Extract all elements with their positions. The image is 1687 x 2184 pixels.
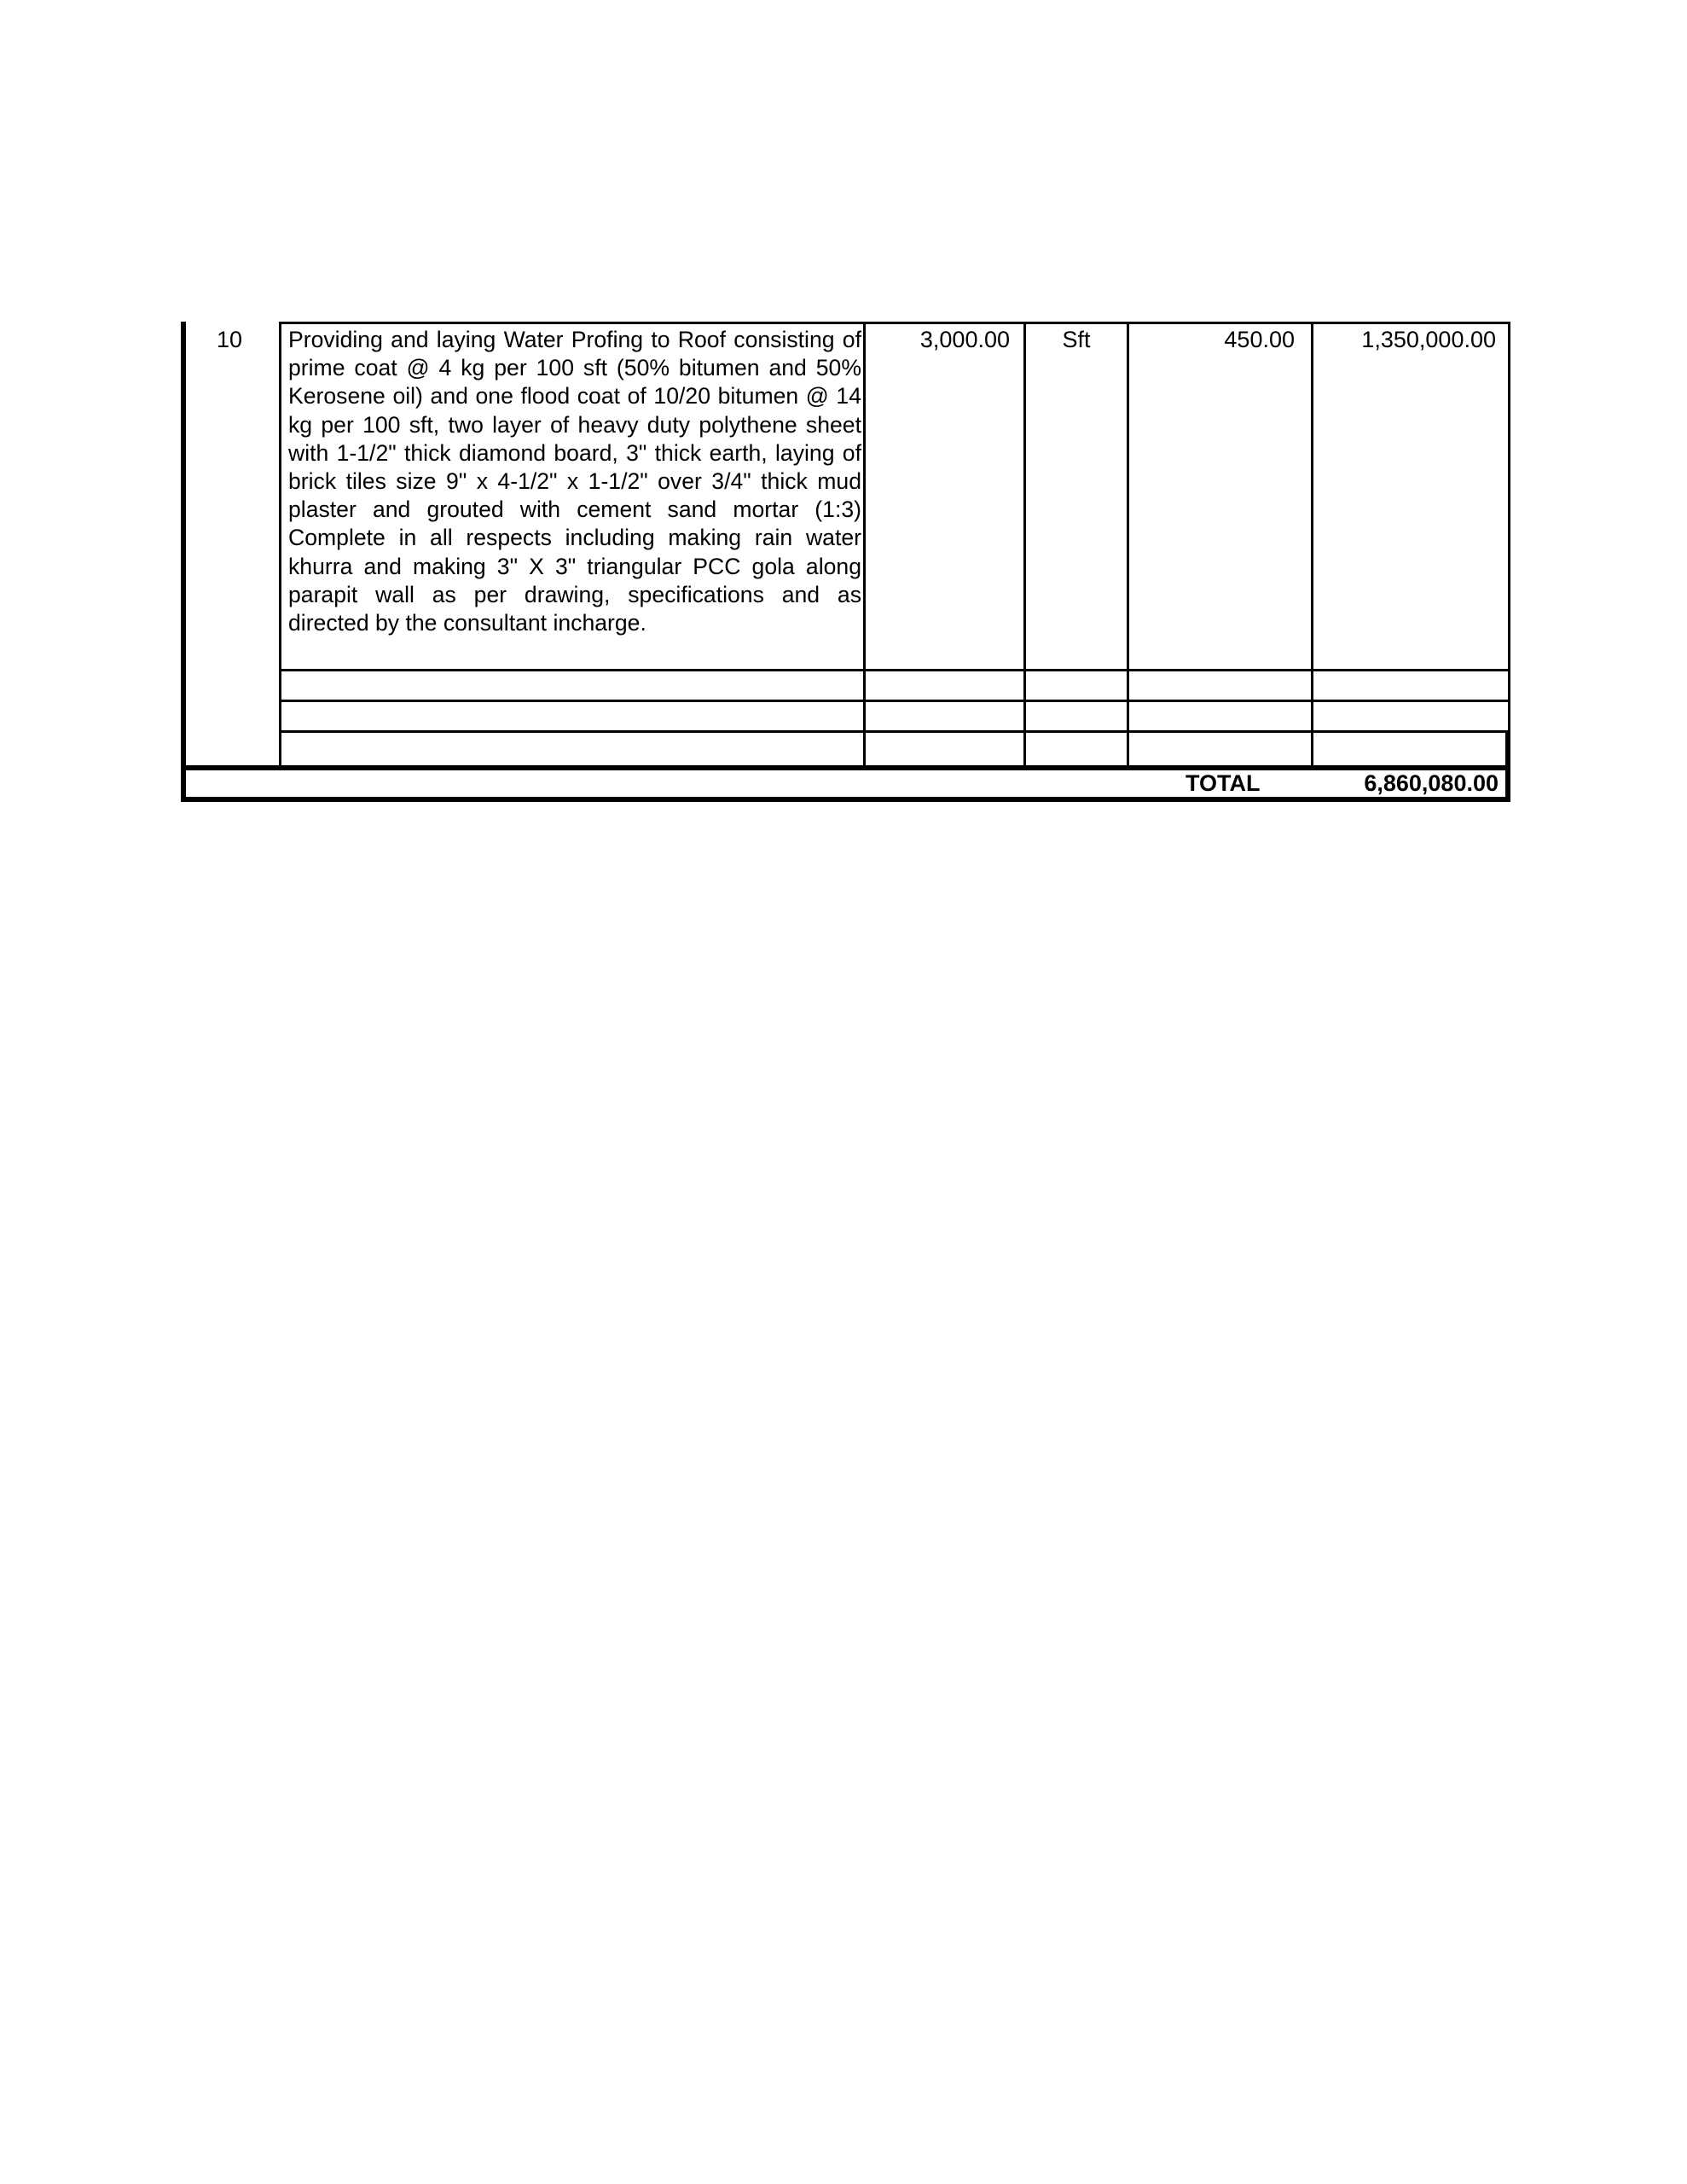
total-row-bottom-border — [181, 797, 1510, 802]
col-border-right — [1508, 322, 1510, 770]
table-left-border — [181, 322, 186, 770]
row-top-border — [279, 322, 1510, 324]
item-rate: 450.00 — [1224, 327, 1295, 352]
item-amount: 1,350,000.00 — [1361, 327, 1496, 352]
boq-table — [181, 322, 1510, 802]
item-unit: Sft — [1062, 327, 1091, 352]
total-row-left-border — [181, 765, 186, 802]
item-number: 10 — [216, 327, 243, 352]
total-label: TOTAL — [1186, 770, 1261, 796]
col-border-quantity-left — [863, 322, 866, 770]
col-border-unit-left — [1023, 322, 1026, 770]
row-border-2 — [279, 700, 1510, 702]
col-border-amount-left — [1311, 322, 1313, 770]
col-border-description-left — [279, 322, 281, 770]
item-quantity: 3,000.00 — [919, 327, 1010, 352]
total-row-top-border — [181, 765, 1510, 770]
total-value: 6,860,080.00 — [1364, 770, 1499, 796]
item-description: Providing and laying Water Profing to Roof consisting of prime coat @ 4 kg per 100 sft (50% bitumen and 50% Kerosene oil) and one flood coat of 10/20 bitumen @ 14 kg per 100 sft, two layer of heavy duty polythene sheet with 1-1/2" thick diamond board, 3" thick earth, laying of brick tiles size 9" x 4-1/2" x 1-1/2" over 3/4" thick mud plaster and grouted with cement sand mortar (1:3) Complete in all respects including making rain water khurra and making 3" X 3" triangular PCC gola along parapit wall as per drawing, specifications and as directed by the consultant incharge. — [288, 327, 861, 636]
total-row-right-border — [1505, 733, 1510, 802]
row-border-3 — [279, 730, 1510, 733]
col-border-rate-left — [1127, 322, 1129, 770]
row-border-1 — [279, 669, 1510, 671]
